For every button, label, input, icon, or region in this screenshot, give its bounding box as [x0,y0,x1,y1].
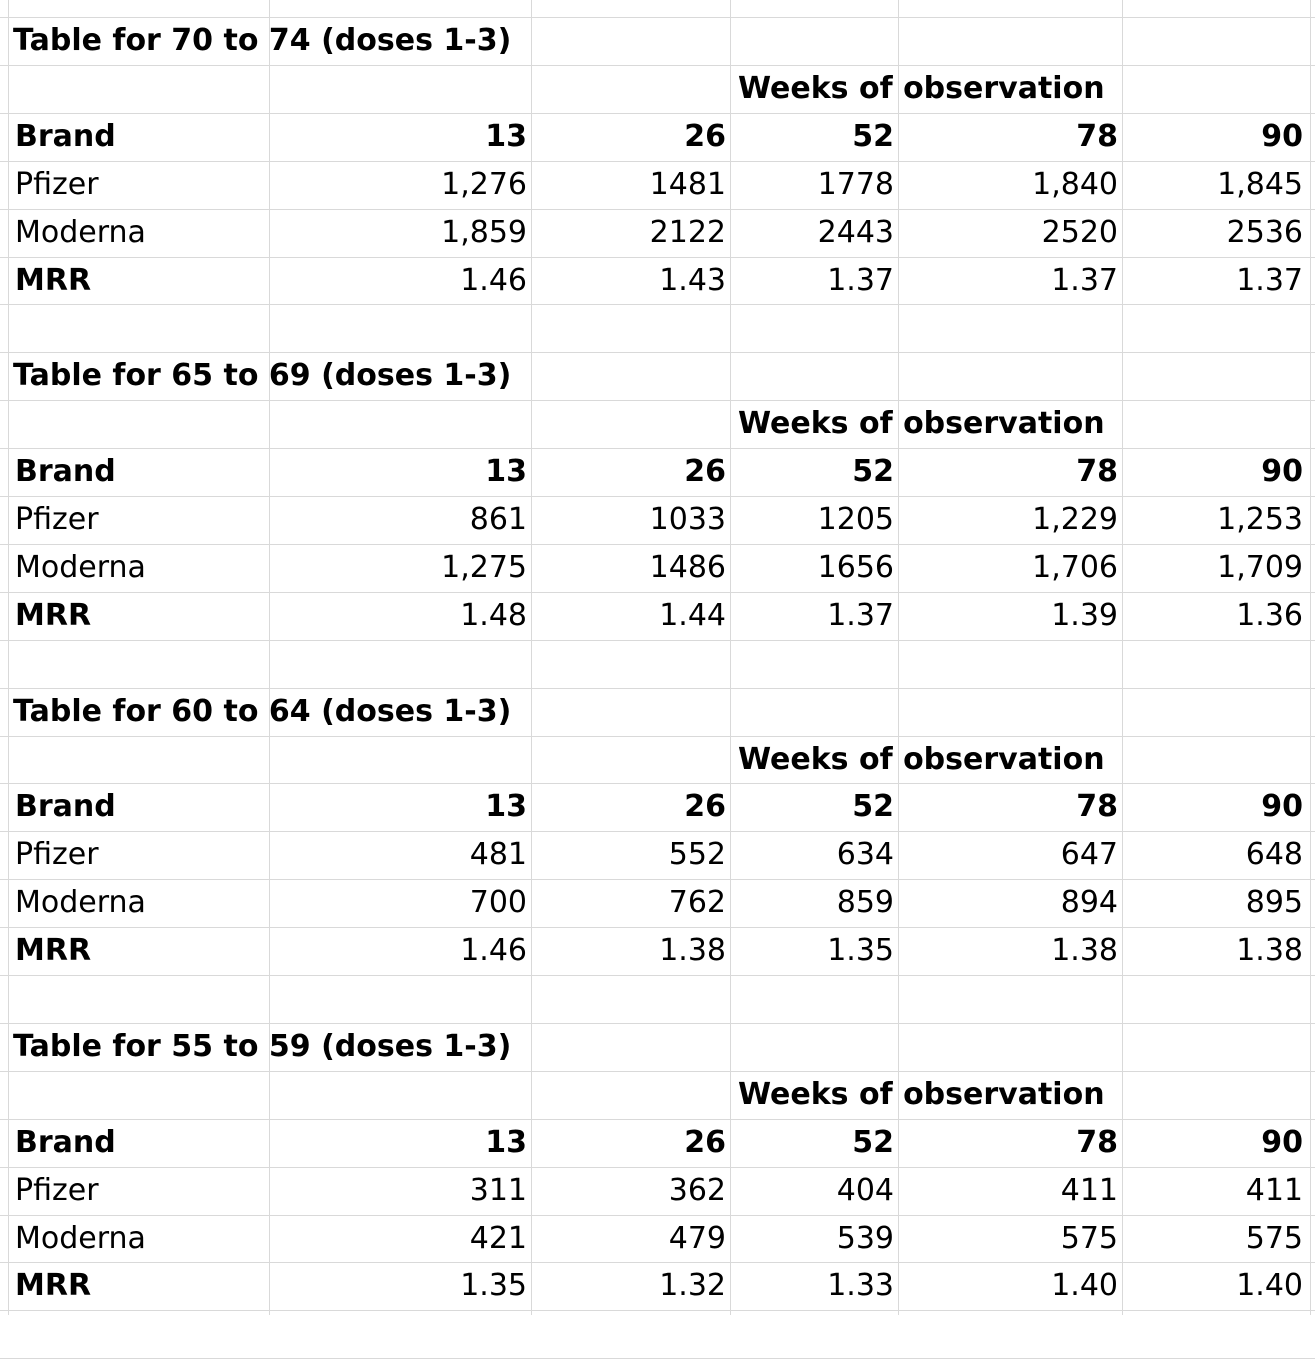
value-cell[interactable]: 1,845 [1217,167,1303,202]
week-header-cell[interactable]: 52 [852,454,894,489]
value-cell[interactable]: 2122 [649,215,726,250]
value-cell[interactable]: 1.40 [1236,1268,1303,1303]
value-cell[interactable]: 1.35 [827,933,894,968]
brand-header[interactable]: Brand [15,454,116,489]
row-label[interactable]: MRR [15,1268,92,1303]
weeks-of-observation-header[interactable]: Weeks of observation [738,1077,1105,1112]
value-cell[interactable]: 2536 [1226,215,1303,250]
week-header-cell[interactable]: 78 [1076,789,1118,824]
value-cell[interactable]: 1,275 [441,550,527,585]
mrr-row [0,1262,1315,1310]
brand-row [0,1167,1315,1215]
week-header-cell[interactable]: 52 [852,119,894,154]
week-header-cell[interactable]: 13 [485,454,527,489]
table-title-row [0,1023,1315,1071]
value-cell[interactable]: 404 [836,1173,894,1208]
brand-row [0,161,1315,209]
value-cell[interactable]: 1,276 [441,167,527,202]
value-cell[interactable]: 1.48 [460,598,527,633]
week-header-cell[interactable]: 90 [1261,789,1303,824]
grid-row-line [0,640,1315,641]
table-title-row [0,688,1315,736]
value-cell[interactable]: 762 [668,885,726,920]
group-header-row [0,1071,1315,1119]
value-cell[interactable]: 1.38 [1236,933,1303,968]
brand-row [0,879,1315,927]
value-cell[interactable]: 1.40 [1051,1268,1118,1303]
value-cell[interactable]: 1481 [649,167,726,202]
table-title[interactable]: Table for 60 to 64 (doses 1-3) [13,694,512,729]
value-cell[interactable]: 648 [1245,837,1303,872]
value-cell[interactable]: 1486 [649,550,726,585]
row-label[interactable]: Pfizer [15,1173,99,1208]
table-title-row [0,17,1315,65]
table-title[interactable]: Table for 70 to 74 (doses 1-3) [13,23,512,58]
week-header-cell[interactable]: 26 [684,789,726,824]
row-label[interactable]: Moderna [15,885,146,920]
row-label[interactable]: MRR [15,598,92,633]
table-title[interactable]: Table for 55 to 59 (doses 1-3) [13,1029,512,1064]
week-header-cell[interactable]: 90 [1261,119,1303,154]
value-cell[interactable]: 1.38 [659,933,726,968]
value-cell[interactable]: 859 [836,885,894,920]
week-header-cell[interactable]: 13 [485,789,527,824]
column-header-row [0,113,1315,161]
value-cell[interactable]: 1.37 [1051,263,1118,298]
grid-row-line [0,975,1315,976]
value-cell[interactable]: 479 [668,1221,726,1256]
row-label[interactable]: Pfizer [15,167,99,202]
group-header-row [0,65,1315,113]
value-cell[interactable]: 647 [1060,837,1118,872]
week-header-cell[interactable]: 26 [684,119,726,154]
brand-header[interactable]: Brand [15,1125,116,1160]
column-header-row [0,1119,1315,1167]
value-cell[interactable]: 2520 [1041,215,1118,250]
brand-row [0,496,1315,544]
value-cell[interactable]: 1.46 [460,263,527,298]
value-cell[interactable]: 1,709 [1217,550,1303,585]
week-header-cell[interactable]: 26 [684,1125,726,1160]
value-cell[interactable]: 1.37 [1236,263,1303,298]
row-label[interactable]: Moderna [15,1221,146,1256]
value-cell[interactable]: 411 [1245,1173,1303,1208]
group-header-row [0,736,1315,784]
week-header-cell[interactable]: 78 [1076,454,1118,489]
value-cell[interactable]: 362 [668,1173,726,1208]
row-label[interactable]: Pfizer [15,837,99,872]
value-cell[interactable]: 1.35 [460,1268,527,1303]
value-cell[interactable]: 1,706 [1032,550,1118,585]
brand-header[interactable]: Brand [15,789,116,824]
value-cell[interactable]: 1.44 [659,598,726,633]
row-label[interactable]: MRR [15,933,92,968]
week-header-cell[interactable]: 78 [1076,1125,1118,1160]
brand-row [0,209,1315,257]
value-cell[interactable]: 1033 [649,502,726,537]
mrr-row [0,257,1315,305]
value-cell[interactable]: 700 [469,885,527,920]
value-cell[interactable]: 861 [469,502,527,537]
row-label[interactable]: Pfizer [15,502,99,537]
value-cell[interactable]: 411 [1060,1173,1118,1208]
value-cell[interactable]: 2443 [817,215,894,250]
weeks-of-observation-header[interactable]: Weeks of observation [738,742,1105,777]
brand-row [0,544,1315,592]
value-cell[interactable]: 894 [1060,885,1118,920]
row-label[interactable]: MRR [15,263,92,298]
value-cell[interactable]: 552 [668,837,726,872]
table-title-row [0,352,1315,400]
value-cell[interactable]: 1.37 [827,263,894,298]
weeks-of-observation-header[interactable]: Weeks of observation [738,406,1105,441]
value-cell[interactable]: 1.46 [460,933,527,968]
brand-row [0,831,1315,879]
mrr-row [0,927,1315,975]
value-cell[interactable]: 575 [1245,1221,1303,1256]
week-header-cell[interactable]: 90 [1261,454,1303,489]
value-cell[interactable]: 1205 [817,502,894,537]
group-header-row [0,400,1315,448]
value-cell[interactable]: 1.39 [1051,598,1118,633]
brand-row [0,1215,1315,1263]
value-cell[interactable]: 895 [1245,885,1303,920]
column-header-row [0,448,1315,496]
value-cell[interactable]: 539 [836,1221,894,1256]
week-header-cell[interactable]: 90 [1261,1125,1303,1160]
row-label[interactable]: Moderna [15,550,146,585]
week-header-cell[interactable]: 26 [684,454,726,489]
value-cell[interactable]: 1.36 [1236,598,1303,633]
value-cell[interactable]: 1.32 [659,1268,726,1303]
weeks-of-observation-header[interactable]: Weeks of observation [738,71,1105,106]
value-cell[interactable]: 1.43 [659,263,726,298]
value-cell[interactable]: 575 [1060,1221,1118,1256]
value-cell[interactable]: 1,840 [1032,167,1118,202]
week-header-cell[interactable]: 78 [1076,119,1118,154]
column-header-row [0,783,1315,831]
value-cell[interactable]: 1,229 [1032,502,1118,537]
value-cell[interactable]: 1,859 [441,215,527,250]
value-cell[interactable]: 1778 [817,167,894,202]
week-header-cell[interactable]: 13 [485,1125,527,1160]
value-cell[interactable]: 1.38 [1051,933,1118,968]
value-cell[interactable]: 421 [469,1221,527,1256]
week-header-cell[interactable]: 52 [852,1125,894,1160]
value-cell[interactable]: 1656 [817,550,894,585]
week-header-cell[interactable]: 13 [485,119,527,154]
value-cell[interactable]: 1.33 [827,1268,894,1303]
value-cell[interactable]: 634 [836,837,894,872]
value-cell[interactable]: 311 [469,1173,527,1208]
row-label[interactable]: Moderna [15,215,146,250]
mrr-row [0,592,1315,640]
brand-header[interactable]: Brand [15,119,116,154]
week-header-cell[interactable]: 52 [852,789,894,824]
value-cell[interactable]: 1,253 [1217,502,1303,537]
value-cell[interactable]: 1.37 [827,598,894,633]
grid-row-line [0,1310,1315,1311]
table-title[interactable]: Table for 65 to 69 (doses 1-3) [13,358,512,393]
value-cell[interactable]: 481 [469,837,527,872]
